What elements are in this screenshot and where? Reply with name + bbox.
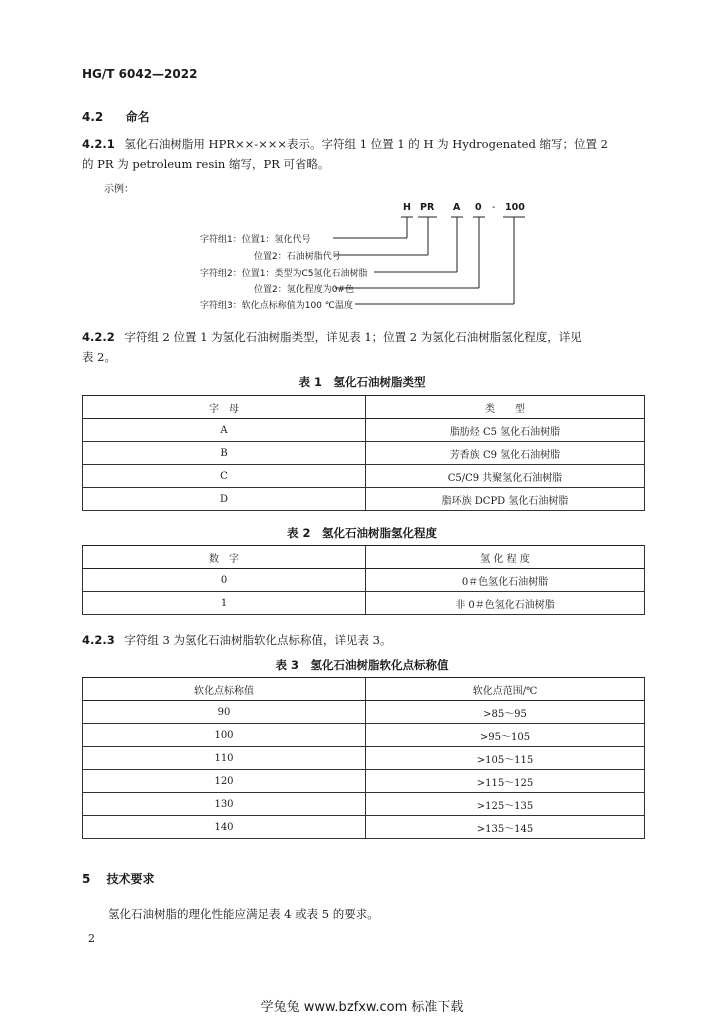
clause-text-line1: 字符组 2 位置 1 为氢化石油树脂类型，详见表 1；位置 2 为氢化石油树脂氢化程度，详见	[124, 330, 582, 344]
clause-number: 4.2.2	[82, 330, 115, 344]
table-row	[83, 793, 645, 816]
table-cell: >85～95	[366, 701, 645, 724]
table-cell: C5/C9 共聚氢化石油树脂	[366, 465, 645, 488]
table-cell: 130	[83, 793, 366, 816]
code-0: 0	[475, 202, 482, 213]
clause-number: 4.2.1	[82, 137, 115, 151]
footer-watermark: 学兔兔 www.bzfxw.com 标准下载	[260, 1000, 464, 1015]
clause-text-line2: 的 PR 为 petroleum resin 缩写，PR 可省略。	[82, 157, 330, 171]
table-cell: >115～125	[366, 770, 645, 793]
code-h: H	[403, 202, 411, 213]
table-row	[83, 724, 645, 747]
diagram-label-group2-pos1: 字符组2：位置1：类型为C5氢化石油树脂	[200, 269, 368, 279]
section-4-2-2	[82, 327, 647, 367]
table-cell: 芳香族 C9 氢化石油树脂	[366, 442, 645, 465]
table-cell: C	[83, 465, 366, 488]
naming-diagram	[0, 196, 724, 316]
table-cell: >105～115	[366, 747, 645, 770]
section-number: 4.2	[82, 110, 104, 124]
diagram-label-group3: 字符组3：软化点标称值为100 ℃温度	[200, 301, 353, 311]
table-cell: 90	[83, 701, 366, 724]
table-cell: 非 0＃色氢化石油树脂	[366, 592, 645, 615]
table2-header-digit: 数 字	[83, 546, 366, 569]
table-cell: >135～145	[366, 816, 645, 839]
section-5-text: 氢化石油树脂的理化性能应满足表 4 或表 5 的要求。	[108, 907, 379, 921]
section-title: 技术要求	[106, 872, 155, 886]
code-a: A	[453, 202, 461, 213]
table-cell: 120	[83, 770, 366, 793]
diagram-label-group1-pos2: 位置2：石油树脂代号	[254, 252, 341, 262]
table-row	[83, 488, 645, 511]
section-4-2-3	[82, 630, 392, 650]
example-label: 示例：	[104, 184, 134, 195]
table1-header-type: 类 型	[366, 396, 645, 419]
table2-caption: 表 2 氢化石油树脂氢化程度	[286, 526, 437, 540]
table-row	[83, 816, 645, 839]
table-row	[83, 701, 645, 724]
clause-text: 字符组 3 为氢化石油树脂软化点标称值，详见表 3。	[124, 633, 392, 647]
clause-text-line1: 氢化石油树脂用 HPR××-×××表示。字符组 1 位置 1 的 H 为 Hydrogenated 缩写；位置 2	[124, 137, 608, 151]
section-5-heading	[82, 870, 155, 887]
table-cell: 140	[83, 816, 366, 839]
table-row	[83, 419, 645, 442]
table1	[82, 395, 645, 511]
table-row	[83, 569, 645, 592]
section-4-2-1	[82, 134, 642, 174]
table-cell: >95～105	[366, 724, 645, 747]
table2	[82, 545, 645, 615]
table-cell: B	[83, 442, 366, 465]
section-4-2-heading	[82, 108, 149, 125]
table-row	[83, 747, 645, 770]
page-number: 2	[88, 932, 95, 945]
diagram-label-group2-pos2: 位置2：氢化程度为0#色	[254, 285, 354, 295]
table1-header-letter: 字 母	[83, 396, 366, 419]
table1-caption: 表 1 氢化石油树脂类型	[298, 375, 426, 389]
diagram-label-group1-pos1: 字符组1：位置1：氢化代号	[200, 235, 311, 245]
table2-header-degree: 氢 化 程 度	[366, 546, 645, 569]
diagram-leader-lines	[0, 196, 724, 316]
code-pr: PR	[420, 202, 435, 213]
table-cell: 100	[83, 724, 366, 747]
table-cell: A	[83, 419, 366, 442]
table-cell: 0	[83, 569, 366, 592]
table-row	[83, 465, 645, 488]
table-cell: 0＃色氢化石油树脂	[366, 569, 645, 592]
table3-header-range: 软化点范围/℃	[366, 678, 645, 701]
table3	[82, 677, 645, 839]
table-cell: D	[83, 488, 366, 511]
clause-number: 4.2.3	[82, 633, 115, 647]
clause-text-line2: 表 2。	[82, 350, 116, 364]
section-number: 5	[82, 872, 91, 886]
section-title: 命名	[125, 110, 150, 124]
code-100: 100	[505, 202, 525, 213]
table3-header-nominal: 软化点标称值	[83, 678, 366, 701]
table-cell: >125～135	[366, 793, 645, 816]
table-row	[83, 592, 645, 615]
table3-caption: 表 3 氢化石油树脂软化点标称值	[275, 658, 449, 672]
table-cell: 脂肪烃 C5 氢化石油树脂	[366, 419, 645, 442]
table-row	[83, 770, 645, 793]
table-row	[83, 442, 645, 465]
standard-number: HG/T 6042—2022	[82, 67, 198, 81]
code-dash: -	[492, 202, 496, 213]
table-cell: 脂环族 DCPD 氢化石油树脂	[366, 488, 645, 511]
table-cell: 110	[83, 747, 366, 770]
table-cell: 1	[83, 592, 366, 615]
